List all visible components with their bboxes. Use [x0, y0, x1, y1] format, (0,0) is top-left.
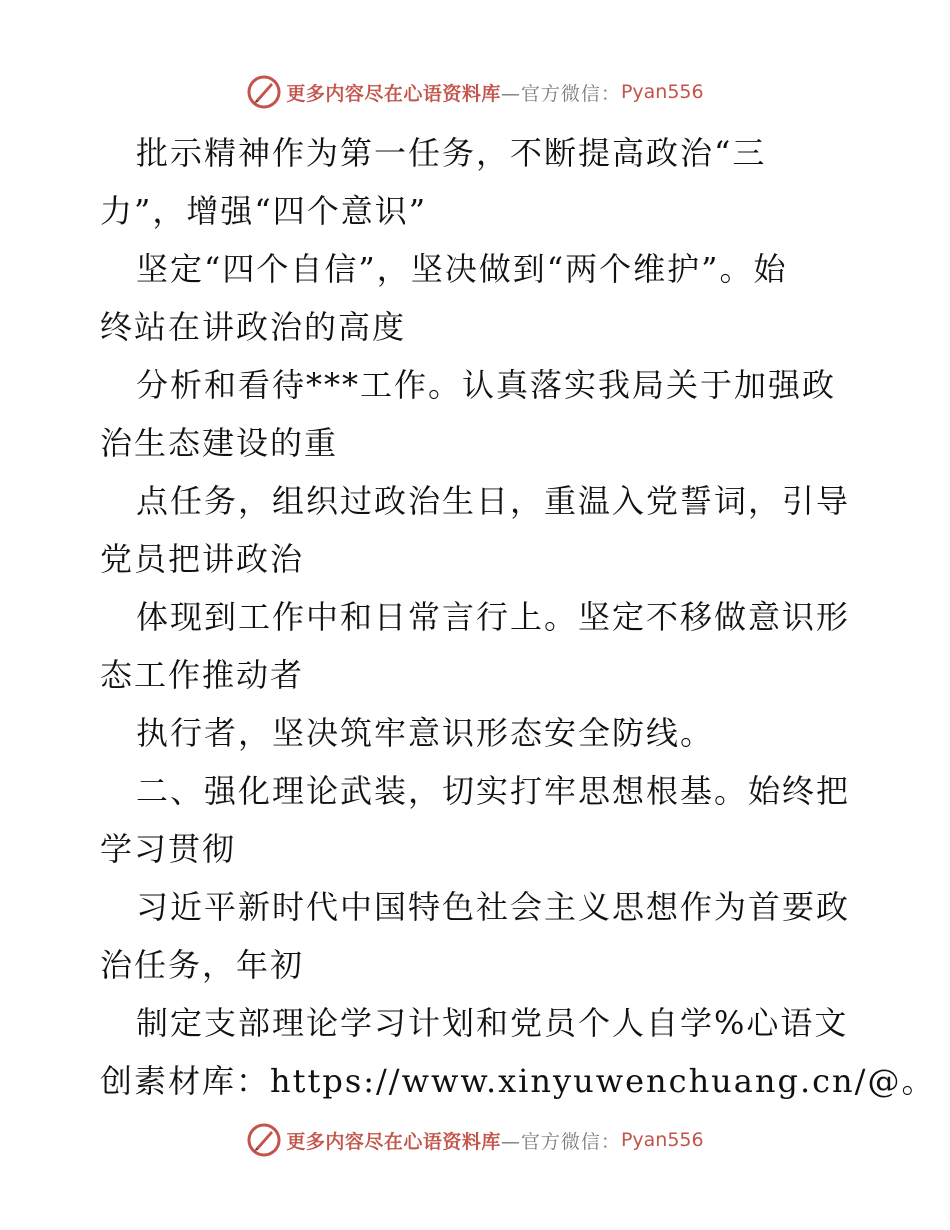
body-line: 学习贯彻	[100, 830, 237, 868]
banner-title: 更多内容尽在心语资料库	[286, 1130, 501, 1153]
document-body	[100, 124, 936, 1110]
body-line: 二、强化理论武装，切实打牢思想根基。始终把	[136, 772, 851, 810]
body-line: 治任务，年初	[100, 946, 305, 984]
body-line: 终站在讲政治的高度	[100, 308, 407, 346]
body-line: 力”，增强“四个意识”	[100, 192, 428, 230]
quill-pen-logo-icon	[246, 1122, 282, 1158]
banner-separator: —官方微信：	[500, 82, 621, 105]
header-banner	[0, 72, 950, 112]
body-line: 习近平新时代中国特色社会主义思想作为首要政	[136, 888, 851, 926]
banner-wechat-id: Pyan556	[620, 81, 704, 103]
banner-title: 更多内容尽在心语资料库	[286, 82, 501, 105]
body-line: 执行者，坚决筑牢意识形态安全防线。	[136, 714, 715, 752]
footer-banner	[0, 1120, 950, 1160]
banner-separator: —官方微信：	[500, 1130, 621, 1153]
quill-pen-logo-icon	[246, 74, 282, 110]
body-line: 制定支部理论学习计划和党员个人自学%心语文	[136, 1004, 849, 1042]
banner-wechat-id: Pyan556	[620, 1129, 704, 1151]
body-line: 治生态建设的重	[100, 424, 339, 462]
body-line: 分析和看待***工作。认真落实我局关于加强政	[136, 366, 837, 404]
body-line: 态工作推动者	[100, 656, 305, 694]
body-line: 党员把讲政治	[100, 540, 305, 578]
body-line: 点任务，组织过政治生日，重温入党誓词，引导	[136, 482, 851, 520]
body-line: 坚定“四个自信”，坚决做到“两个维护”。始	[136, 250, 788, 288]
body-line: 体现到工作中和日常言行上。坚定不移做意识形	[136, 598, 851, 636]
body-line: 批示精神作为第一任务，不断提高政治“三	[136, 134, 767, 172]
body-line: 创素材库：https://www.xinyuwenchuang.cn/@。	[100, 1062, 936, 1100]
